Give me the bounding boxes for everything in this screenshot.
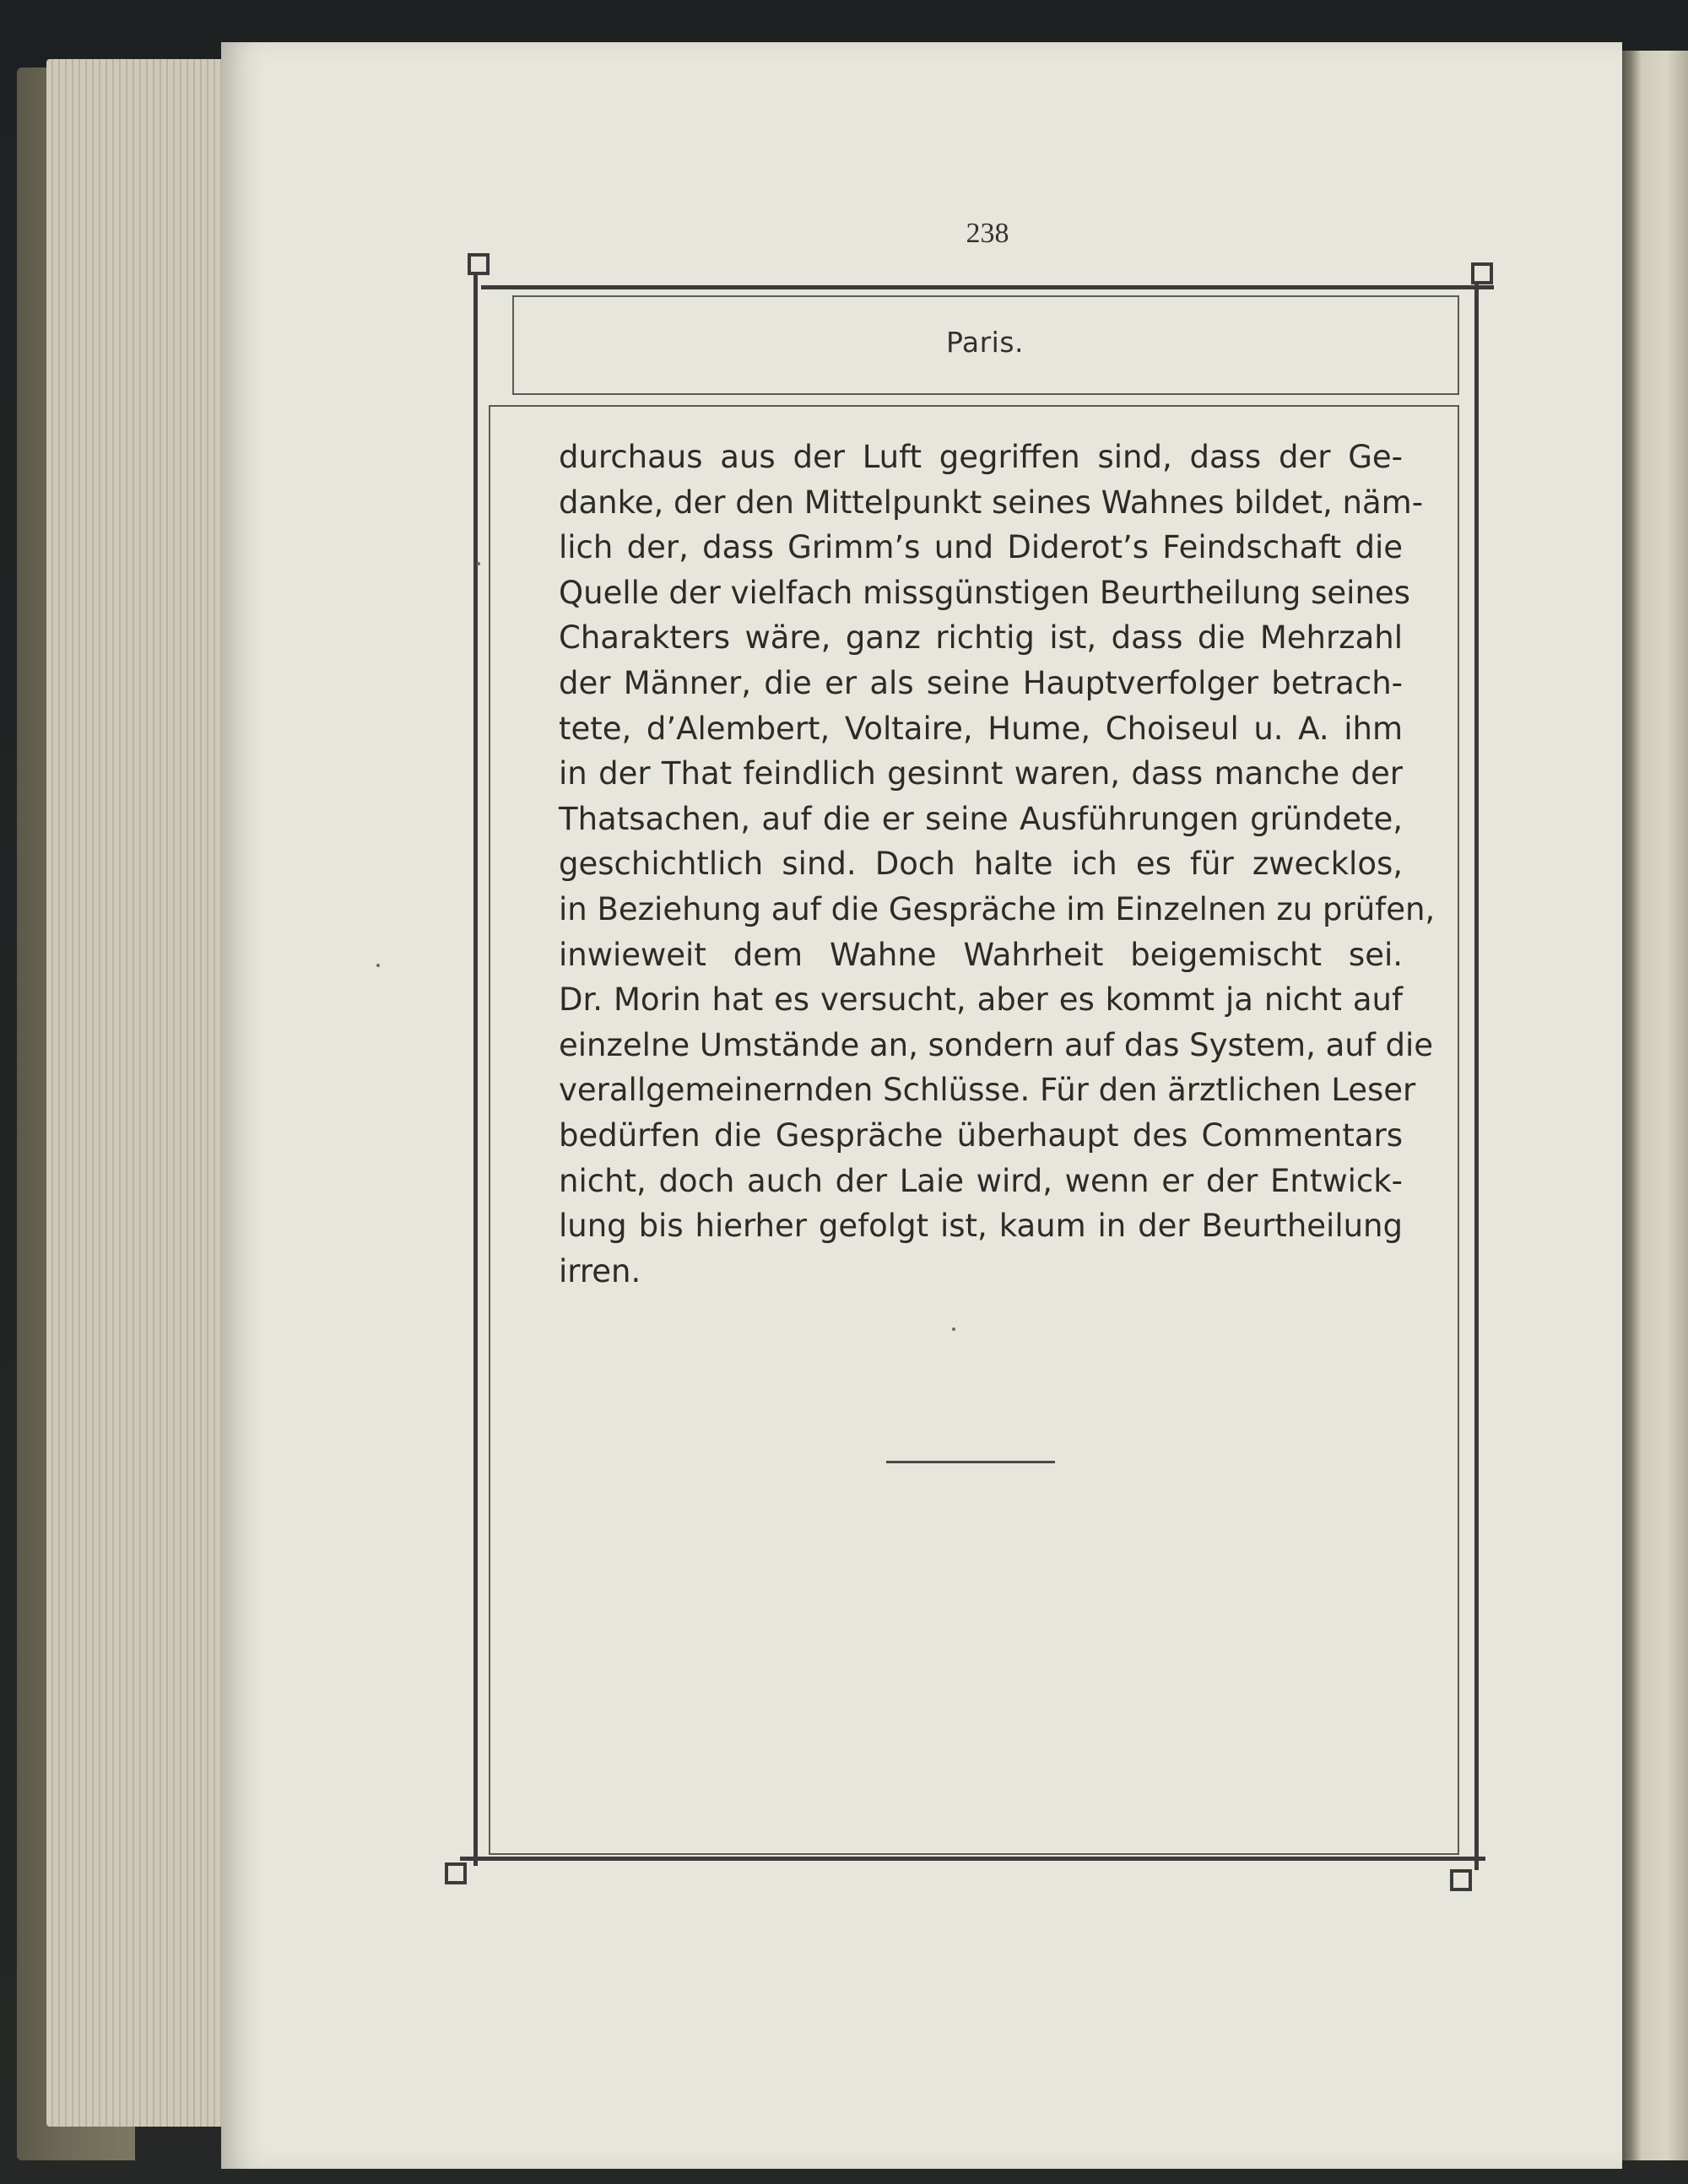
page-number: 238 (966, 218, 1009, 249)
frame-corner-top-left (468, 253, 490, 275)
text-line: geschichtlich sind. Doch halte ich es für zwecklos, (559, 846, 1403, 883)
section-end-rule (886, 1461, 1055, 1463)
text-line: einzelne Umstände an, sondern auf das System, auf die (559, 1026, 1434, 1063)
text-line: lich der, dass Grimm’s und Diderot’s Feindschaft die (559, 529, 1403, 566)
text-line: der Männer, die er als seine Hauptverfolger betrach- (559, 664, 1403, 701)
frame-corner-top-right (1471, 262, 1493, 284)
text-line: bedürfen die Gespräche überhaupt des Commentars (559, 1116, 1403, 1154)
text-line: irren. (559, 1252, 641, 1289)
text-line: Quelle der vielfach missgünstigen Beurtheilung seines (559, 574, 1410, 611)
text-line: durchaus aus der Luft gegriffen sind, dass der Ge- (559, 439, 1403, 475)
text-line: danke, der den Mittelpunkt seines Wahnes bildet, näm- (559, 484, 1424, 521)
text-line: Thatsachen, auf die er seine Ausführungen gründete, (559, 800, 1403, 837)
text-line: verallgemeinernden Schlüsse. Für den ärztlichen Leser (559, 1072, 1416, 1109)
frame-bottom-line (460, 1857, 1485, 1861)
frame-left-line (473, 268, 478, 1866)
frame-right-line (1474, 273, 1479, 1870)
text-line: lung bis hierher gefolgt ist, kaum in der Beurtheilung (559, 1208, 1403, 1245)
text-line: tete, d’Alembert, Voltaire, Hume, Choiseul u. A. ihm (559, 710, 1403, 747)
text-line: Dr. Morin hat es versucht, aber es kommt ja nicht auf (559, 981, 1403, 1019)
frame-top-line (481, 285, 1494, 289)
text-line: Charakters wäre, ganz richtig ist, dass die Mehrzahl (559, 619, 1403, 657)
text-line: nicht, doch auch der Laie wird, wenn er der Entwick- (559, 1162, 1403, 1199)
body-text (559, 435, 1436, 1294)
book-right-edge (1616, 51, 1688, 2160)
frame-corner-bottom-right (1450, 1869, 1472, 1891)
paper-speck (477, 562, 480, 565)
running-head: Paris. (945, 325, 1025, 359)
frame-corner-bottom-left (445, 1862, 467, 1884)
text-line: in der That feindlich gesinnt waren, dass manche der (559, 755, 1403, 792)
paper-speck (952, 1327, 955, 1331)
text-line: inwieweit dem Wahne Wahrheit beigemischt sei. (559, 936, 1403, 973)
paper-speck (376, 964, 380, 967)
text-line: in Beziehung auf die Gespräche im Einzelnen zu prüfen, (559, 890, 1436, 927)
